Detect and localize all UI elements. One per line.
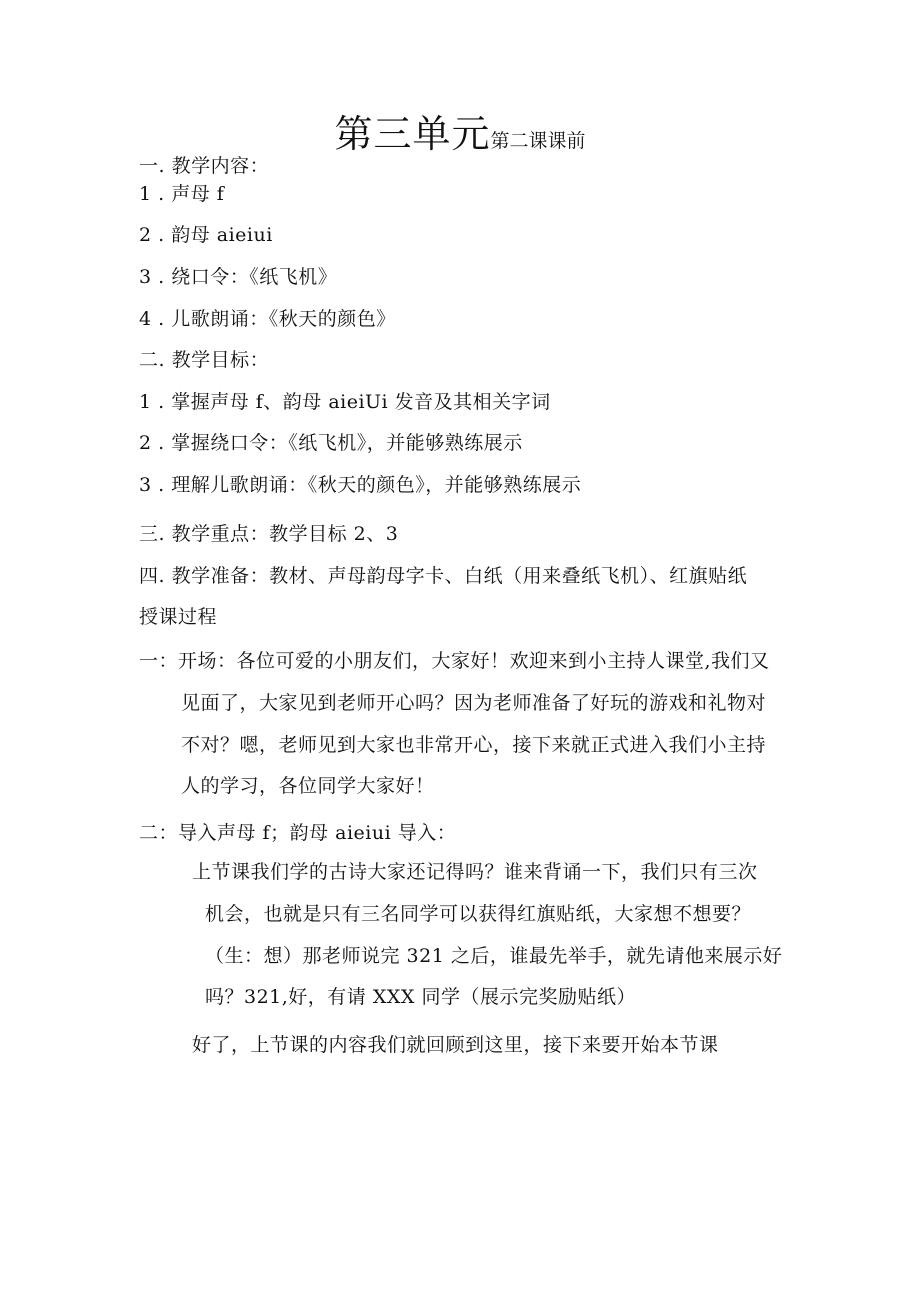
section-teaching-content-heading: 一. 教学内容：	[139, 155, 270, 177]
intro-paragraph-line: 吗？321,好，有请 XXX 同学（展示完奖励贴纸）	[205, 986, 636, 1008]
section-preparation: 四. 教学准备：教材、声母韵母字卡、白纸（用来叠纸飞机）、红旗贴纸	[139, 565, 748, 587]
intro-heading: 二：导入声母 f；韵母 aieiui 导入：	[139, 822, 457, 844]
content-item: 4 . 儿歌朗诵：《秋天的颜色》	[139, 308, 396, 330]
goal-item: 3 . 理解儿歌朗诵：《秋天的颜色》，并能够熟练展示	[139, 474, 582, 496]
closing-line: 好了，上节课的内容我们就回顾到这里，接下来要开始本节课	[192, 1034, 719, 1056]
goal-item: 2 . 掌握绕口令：《纸飞机》，并能够熟练展示	[139, 432, 523, 454]
unit-title: 第三单元	[334, 112, 491, 156]
content-item: 3 . 绕口令：《纸飞机》	[139, 266, 338, 288]
intro-paragraph-line: （生：想）那老师说完 321 之后，谁最先举手，就先请他来展示好	[205, 945, 783, 967]
opening-paragraph-line: 见面了，大家见到老师开心吗？因为老师准备了好玩的游戏和礼物对	[181, 692, 767, 714]
content-item: 1 . 声母 f	[139, 183, 225, 205]
document-title	[0, 103, 920, 158]
intro-paragraph-line: 上节课我们学的古诗大家还记得吗？谁来背诵一下，我们只有三次	[192, 861, 758, 883]
intro-paragraph-line: 机会，也就是只有三名同学可以获得红旗贴纸，大家想不想要？	[205, 903, 752, 925]
opening-paragraph-line: 不对？嗯，老师见到大家也非常开心，接下来就正式进入我们小主持	[181, 734, 767, 756]
section-key-points: 三. 教学重点：教学目标 2、3	[139, 523, 399, 545]
lesson-subtitle: 第二课课前	[490, 130, 586, 152]
opening-paragraph-line: 一：开场：各位可爱的小朋友们，大家好！欢迎来到小主持人课堂,我们又	[139, 650, 770, 672]
content-item: 2 . 韵母 aieiui	[139, 224, 273, 246]
goal-item: 1 . 掌握声母 f、韵母 aieiUi 发音及其相关字词	[139, 391, 551, 413]
process-heading: 授课过程	[139, 606, 218, 628]
opening-paragraph-line: 人的学习，各位同学大家好！	[181, 775, 435, 797]
section-teaching-goals-heading: 二. 教学目标：	[139, 349, 270, 371]
